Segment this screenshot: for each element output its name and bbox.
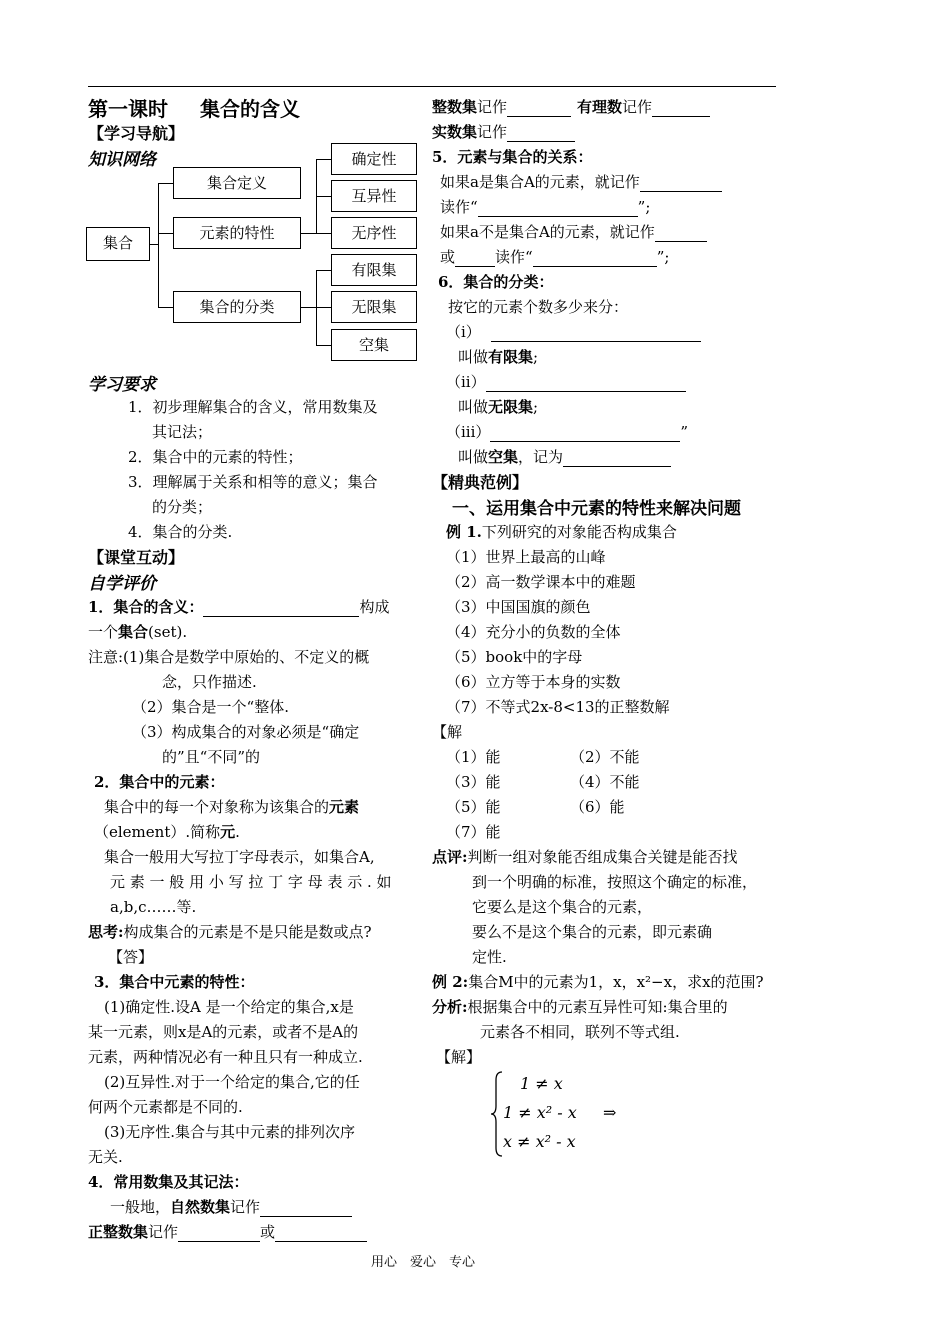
- set-definition-label: 1．集合的含义：: [88, 598, 204, 616]
- title-part2: 集合的含义: [200, 97, 300, 121]
- property-line: 何两个元素都是不同的.: [88, 1098, 243, 1116]
- classification-ii-name: [458, 396, 538, 417]
- tree-mid-classification: 集合的分类: [173, 291, 301, 323]
- set-definition-line: [88, 596, 389, 617]
- implies-arrow-icon: ⇒: [603, 1103, 617, 1122]
- think-label: 思考:: [88, 923, 124, 941]
- lesson-title: [88, 93, 300, 122]
- text: 叫做: [458, 448, 489, 466]
- classification-i-name: [458, 346, 538, 367]
- analysis-line: 元素各不相同，联列不等式组.: [480, 1023, 680, 1041]
- tree-connector: [158, 183, 173, 184]
- number-sets-title: 4．常用数集及其记法：: [88, 1173, 249, 1191]
- example1-item: （2）高一数学课本中的难题: [446, 573, 636, 591]
- classification-line: 按它的元素个数多少来分：: [448, 298, 629, 316]
- term-infinite-set: 无限集: [488, 398, 534, 416]
- natural-numbers-line: [110, 1196, 352, 1217]
- relation-line: [440, 246, 669, 267]
- term-positive-integers: 正整数集: [88, 1223, 149, 1241]
- example1-item: （6）立方等于本身的实数: [446, 673, 621, 691]
- elements-title: 2．集合中的元素：: [94, 773, 225, 791]
- answer-item: （6）能: [570, 798, 625, 816]
- tree-root: 集合: [86, 227, 150, 261]
- fill-blank[interactable]: [507, 126, 575, 142]
- text: （i）: [446, 323, 481, 341]
- example2-label: 例 2:: [432, 973, 469, 991]
- part-one-title: 一、运用集合中元素的特性来解决问题: [452, 499, 741, 519]
- requirement-item: 2．集合中的元素的特性；: [128, 448, 303, 466]
- text: 构成: [359, 598, 390, 616]
- footer-text: 用心 爱心 专心: [371, 1255, 476, 1270]
- answer-item: （4）不能: [570, 773, 640, 791]
- text: 叫做: [458, 348, 489, 366]
- answer-item: （7）能: [446, 823, 501, 841]
- text: 或: [440, 248, 456, 266]
- fill-blank[interactable]: [655, 226, 707, 242]
- term-natural-numbers: 自然数集: [170, 1198, 231, 1216]
- inequality-row: 1 ≠ x² - x: [503, 1103, 577, 1122]
- fill-blank[interactable]: [563, 451, 671, 467]
- title-part1: 第一课时: [88, 97, 168, 121]
- tree-connector: [316, 307, 331, 308]
- tree-mid-definition: 集合定义: [173, 167, 301, 199]
- comment-line: 要么不是这个集合的元素，即元素确: [472, 923, 713, 941]
- fill-blank[interactable]: [478, 201, 638, 217]
- elements-line: [94, 821, 240, 842]
- requirement-item: 其记法；: [152, 423, 213, 441]
- term-element: 元素: [329, 798, 360, 816]
- answer-item: （1）能: [446, 748, 501, 766]
- tree-connector: [158, 233, 173, 234]
- text: ;: [533, 348, 539, 366]
- text: ”;: [656, 248, 670, 266]
- note-line: 的”且“不同”的: [162, 748, 261, 766]
- tree-connector: [316, 345, 331, 346]
- text: 读作“: [440, 198, 478, 216]
- relation-line: [440, 196, 650, 217]
- example1-item: （3）中国国旗的颜色: [446, 598, 591, 616]
- note-line: （3）构成集合的对象必须是“确定: [132, 723, 360, 741]
- term-rationals: 有理数: [577, 98, 623, 116]
- tree-leaf-unordered: 无序性: [331, 217, 417, 249]
- relation-line: [440, 171, 722, 192]
- fill-blank[interactable]: [507, 101, 571, 117]
- text: 判断一组对象能否组成集合关键是能否找: [467, 848, 738, 866]
- fill-blank[interactable]: [533, 251, 657, 267]
- analysis-line: [432, 996, 728, 1017]
- fill-blank[interactable]: [203, 601, 359, 617]
- inequality-row: x ≠ x² - x: [503, 1132, 576, 1151]
- text: 记作: [477, 123, 508, 141]
- elements-line: 集合一般用大写拉丁字母表示，如集合A,: [104, 848, 375, 866]
- fill-blank[interactable]: [490, 426, 680, 442]
- reals-line: [432, 121, 575, 142]
- answer-item: （2）不能: [570, 748, 640, 766]
- text: 记作: [230, 1198, 261, 1216]
- fill-blank[interactable]: [652, 101, 710, 117]
- answer-item: （5）能: [446, 798, 501, 816]
- classification-title: 6．集合的分类：: [438, 273, 554, 291]
- answer-item: （3）能: [446, 773, 501, 791]
- tree-connector: [150, 244, 158, 245]
- comment-line: [432, 846, 738, 867]
- note-line: 注意:(1)集合是数学中原始的、不定义的概: [88, 648, 370, 666]
- elements-line: a,b,c……等.: [110, 898, 197, 916]
- example1-item: （4）充分小的负数的全体: [446, 623, 621, 641]
- text: 叫做: [458, 398, 489, 416]
- term-empty-set: 空集: [488, 448, 519, 466]
- positive-integers-line: [88, 1221, 367, 1242]
- text: 或: [260, 1223, 276, 1241]
- relation-title: 5．元素与集合的关系：: [432, 148, 593, 166]
- header-rule: [88, 86, 776, 87]
- fill-blank[interactable]: [640, 176, 722, 192]
- tree-connector: [158, 183, 159, 307]
- term-finite-set: 有限集: [488, 348, 534, 366]
- analysis-label: 分析:: [432, 998, 468, 1016]
- text: 一个: [88, 623, 119, 641]
- text: .: [235, 823, 240, 841]
- text: ”;: [637, 198, 651, 216]
- relation-line: [440, 221, 707, 242]
- comment-line: 到一个明确的标准，按照这个确定的标准，: [472, 873, 758, 891]
- example1-item: （1）世界上最高的山峰: [446, 548, 606, 566]
- requirements-heading: 学习要求: [88, 375, 156, 395]
- requirement-item: 的分类；: [152, 498, 213, 516]
- text: 根据集合中的元素互异性可知:集合里的: [467, 998, 728, 1016]
- tree-connector: [316, 159, 331, 160]
- tree-connector: [158, 307, 173, 308]
- text: 记作: [622, 98, 653, 116]
- term-yuan: 元: [220, 823, 236, 841]
- text: 记作: [477, 98, 508, 116]
- property-line: 元素，两种情况必有一种且只有一种成立.: [88, 1048, 363, 1066]
- tree-connector: [316, 196, 331, 197]
- text: 集合M中的元素为1，x，x²−x，求x的范围?: [468, 973, 764, 991]
- text: ;: [533, 398, 539, 416]
- tree-leaf-distinctness: 互异性: [331, 180, 417, 212]
- requirement-item: 4．集合的分类.: [128, 523, 233, 541]
- property-line: (1)确定性.设A 是一个给定的集合,x是: [104, 998, 354, 1016]
- tree-mid-properties: 元素的特性: [173, 217, 301, 249]
- term-reals: 实数集: [432, 123, 478, 141]
- tree-leaf-definiteness: 确定性: [331, 143, 417, 175]
- text: （iii）: [446, 423, 491, 441]
- comment-label: 点评:: [432, 848, 468, 866]
- term-integers: 整数集: [432, 98, 478, 116]
- property-line: 某一元素，则x是A的元素，或者不是A的: [88, 1023, 359, 1041]
- integers-line: [432, 96, 710, 117]
- tree-connector: [316, 270, 331, 271]
- examples-heading: 【精典范例】: [432, 473, 529, 492]
- property-line: (2)互异性.对于一个给定的集合,它的任: [104, 1073, 360, 1091]
- text: 记作: [148, 1223, 179, 1241]
- note-line: 念，只作描述.: [162, 673, 257, 691]
- classification-ii: [446, 371, 686, 392]
- fill-blank[interactable]: [455, 251, 495, 267]
- think-line: [88, 921, 372, 942]
- tree-connector: [301, 233, 316, 234]
- tree-leaf-finite: 有限集: [331, 254, 417, 286]
- text: （ii）: [446, 373, 486, 391]
- text: 构成集合的元素是不是只能是数或点?: [123, 923, 372, 941]
- solution2-marker: 【解】: [436, 1048, 482, 1066]
- text: 下列研究的对象能否构成集合: [481, 523, 677, 541]
- text: 集合中的每一个对象称为该集合的: [104, 798, 330, 816]
- text: （element）.简称: [94, 823, 221, 841]
- properties-title: 3．集合中元素的特性：: [94, 973, 255, 991]
- text: 如果a是集合A的元素，就记作: [440, 173, 640, 191]
- solution-marker: 【解: [432, 723, 463, 741]
- term-set: 集合: [118, 623, 149, 641]
- classification-iii-name: [458, 446, 671, 467]
- note-line: （2）集合是一个“整体.: [132, 698, 289, 716]
- text: ，记为: [518, 448, 564, 466]
- example1-label: 例 1.: [446, 523, 482, 541]
- text: (set).: [148, 623, 188, 641]
- tree-connector: [316, 233, 331, 234]
- elements-line: [104, 796, 359, 817]
- fill-blank[interactable]: [260, 1201, 352, 1217]
- self-eval-heading: 自学评价: [88, 574, 156, 594]
- text: ”: [680, 423, 689, 441]
- comment-line: 定性.: [472, 948, 507, 966]
- tree-leaf-empty: 空集: [331, 329, 417, 361]
- left-brace-icon: [490, 1070, 504, 1158]
- fill-blank[interactable]: [178, 1226, 260, 1242]
- requirement-item: 3．理解属于关系和相等的意义；集合: [128, 473, 378, 491]
- comment-line: 它要么是这个集合的元素，: [472, 898, 653, 916]
- text: 如果a不是集合A的元素，就记作: [440, 223, 655, 241]
- classification-i: [446, 321, 701, 342]
- fill-blank[interactable]: [486, 376, 686, 392]
- classification-iii: [446, 421, 688, 442]
- fill-blank[interactable]: [491, 326, 701, 342]
- nav-heading: 【学习导航】: [88, 124, 185, 143]
- tree-connector: [301, 307, 316, 308]
- tree-leaf-infinite: 无限集: [331, 291, 417, 323]
- property-line: 无关.: [88, 1148, 123, 1166]
- classroom-heading: 【课堂互动】: [88, 548, 185, 567]
- example1-item: （7）不等式2x-8<13的正整数解: [446, 698, 670, 716]
- knowledge-net-heading: 知识网络: [88, 150, 156, 170]
- example2-line: [432, 971, 764, 992]
- text: 读作“: [495, 248, 533, 266]
- text: 一般地，: [110, 1198, 171, 1216]
- elements-line: 元 素 一 般 用 小 写 拉 丁 字 母 表 示 . 如: [110, 873, 392, 891]
- example1-item: （5）book中的字母: [446, 648, 583, 666]
- property-line: (3)无序性.集合与其中元素的排列次序: [104, 1123, 356, 1141]
- set-definition-line-2: [88, 621, 187, 642]
- answer-marker: 【答】: [108, 948, 154, 966]
- example1-line: [446, 521, 677, 542]
- inequality-row: 1 ≠ x: [520, 1074, 563, 1093]
- requirement-item: 1．初步理解集合的含义，常用数集及: [128, 398, 378, 416]
- fill-blank[interactable]: [275, 1226, 367, 1242]
